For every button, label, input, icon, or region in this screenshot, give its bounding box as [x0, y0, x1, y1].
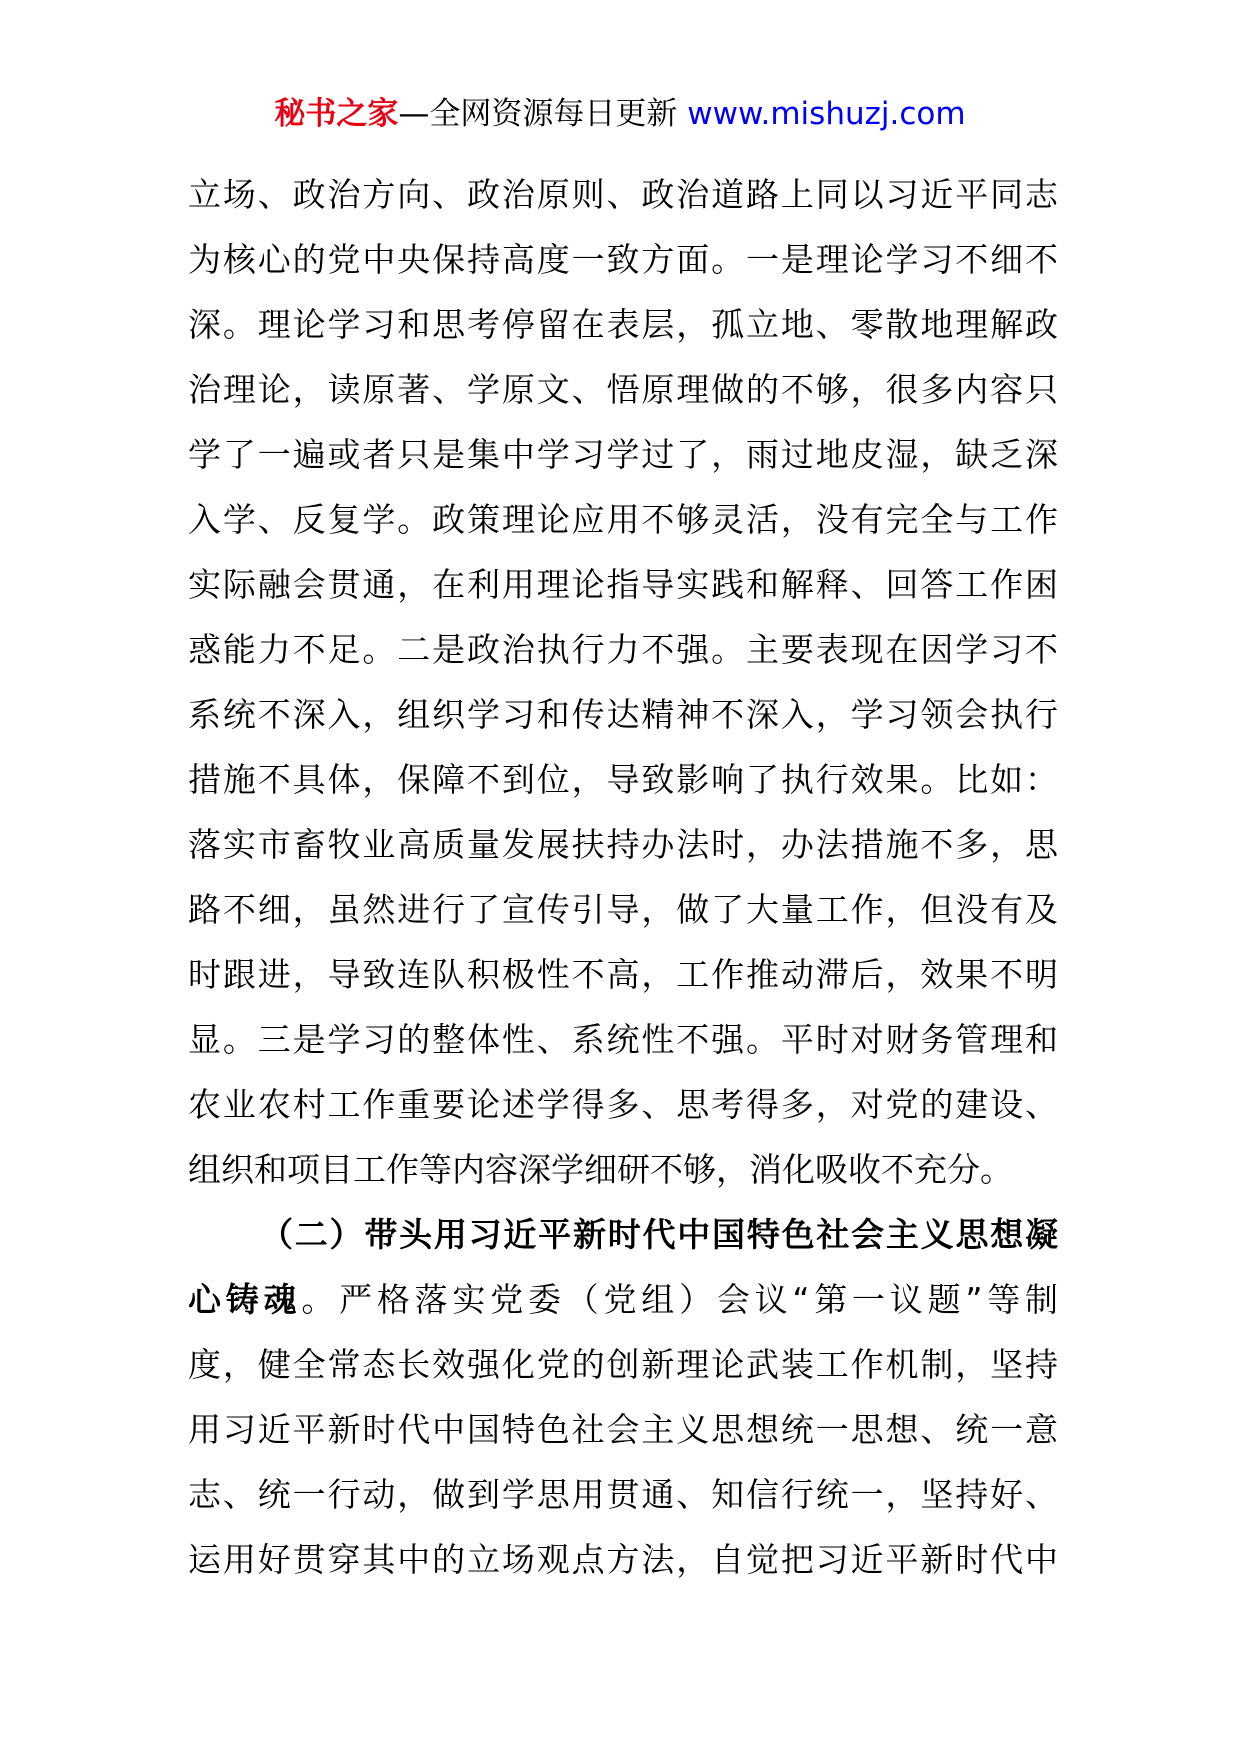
text-line: 用习近平新时代中国特色社会主义思想统一思想、统一意 — [188, 1410, 1058, 1449]
text-line: 系统不深入，组织学习和传达精神不深入，学习领会执行 — [188, 695, 1058, 734]
site-url-link[interactable]: www.mishuzj.com — [687, 96, 966, 132]
section-heading-continuation — [188, 1267, 1058, 1332]
text-line: 深。理论学习和思考停留在表层，孤立地、零散地理解政 — [188, 305, 1058, 344]
text-line: 农业农村工作重要论述学得多、思考得多，对党的建设、 — [188, 1085, 1058, 1124]
text-line: 度，健全常态长效强化党的创新理论武装工作机制，坚持 — [188, 1345, 1058, 1384]
text-line: 惑能力不足。二是政治执行力不强。主要表现在因学习不 — [188, 630, 1058, 669]
text-line: 措施不具体，保障不到位，导致影响了执行效果。比如： — [188, 760, 1058, 799]
text-line: 显。三是学习的整体性、系统性不强。平时对财务管理和 — [188, 1020, 1058, 1059]
site-brand: 秘书之家 — [274, 96, 399, 132]
text-line: 路不细，虽然进行了宣传引导，做了大量工作，但没有及 — [188, 890, 1058, 929]
text-line: 治理论，读原著、学原文、悟原理做的不够，很多内容只 — [188, 370, 1058, 409]
site-tagline: —全网资源每日更新 — [398, 96, 678, 132]
site-header — [0, 94, 1240, 134]
document-body — [188, 162, 1058, 1592]
text-line: 组织和项目工作等内容深学细研不够，消化吸收不充分。 — [188, 1150, 1013, 1189]
text-line: 落实市畜牧业高质量发展扶持办法时，办法措施不多，思 — [188, 825, 1058, 864]
text-line: 学了一遍或者只是集中学习学过了，雨过地皮湿，缺乏深 — [188, 435, 1058, 474]
section-heading-end: 心铸魂 — [188, 1280, 302, 1319]
text-line: 为核心的党中央保持高度一致方面。一是理论学习不细不 — [188, 240, 1058, 279]
text-line: 志、统一行动，做到学思用贯通、知信行统一，坚持好、 — [188, 1475, 1058, 1514]
section-heading: （二）带头用习近平新时代中国特色社会主义思想凝 — [260, 1215, 1058, 1254]
text-line: 实际融会贯通，在利用理论指导实践和解释、回答工作困 — [188, 565, 1058, 604]
text-line: 入学、反复学。政策理论应用不够灵活，没有完全与工作 — [188, 500, 1058, 539]
text-line: 时跟进，导致连队积极性不高，工作推动滞后，效果不明 — [188, 955, 1058, 994]
text-line: 运用好贯穿其中的立场观点方法，自觉把习近平新时代中 — [188, 1540, 1058, 1579]
section-text: 。严格落实党委（党组）会议“第一议题”等制 — [301, 1280, 1058, 1319]
text-line: 立场、政治方向、政治原则、政治道路上同以习近平同志 — [188, 175, 1058, 214]
